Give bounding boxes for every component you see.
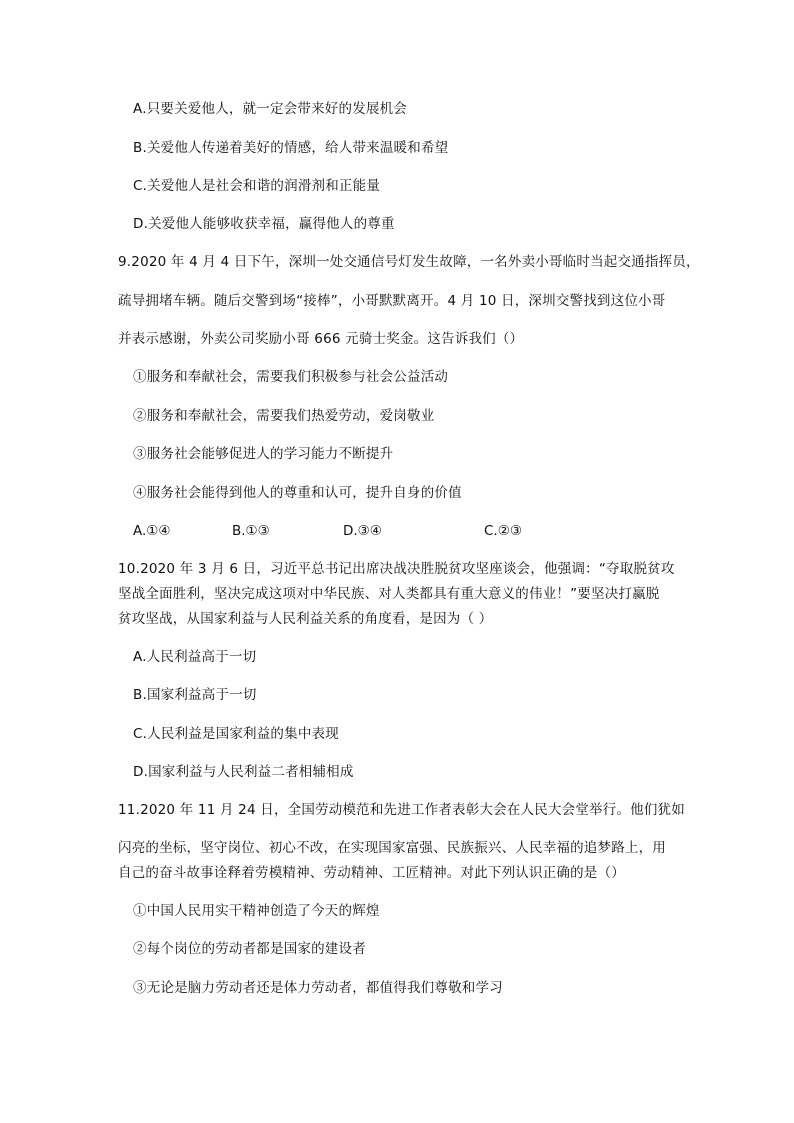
q9-choice-a: A.①④	[133, 523, 171, 539]
q10-stem-line-1: 10.2020 年 3 月 6 日，习近平总书记出席决战决胜脱贫攻坚座谈会，他强调：“夺取脱贫攻	[118, 561, 675, 577]
q9-statement-2: ②服务和奉献社会，需要我们热爱劳动，爱岗敬业	[133, 408, 435, 424]
q11-statement-3: ③无论是脑力劳动者还是体力劳动者，都值得我们尊敬和学习	[133, 980, 503, 996]
q10-stem-line-2: 坚战全面胜利，坚决完成这项对中华民族、对人类都具有重大意义的伟业！”要坚决打赢脱	[118, 586, 660, 602]
q9-choice-b: B.①③	[232, 523, 270, 539]
q10-option-c: C.人民利益是国家利益的集中表现	[133, 726, 339, 742]
q9-choice-d: D.③④	[343, 523, 382, 539]
q9-stem-line-2: 疏导拥堵车辆。随后交警到场“接棒”，小哥默默离开。4 月 10 日，深圳交警找到这位小哥	[118, 293, 666, 309]
q9-stem-line-3: 并表示感谢，外卖公司奖励小哥 666 元骑士奖金。这告诉我们（）	[118, 331, 524, 347]
q10-option-b: B.国家利益高于一切	[133, 687, 257, 703]
q10-stem-line-3: 贫攻坚战，从国家利益与人民利益关系的角度看，是因为（ ）	[118, 611, 493, 627]
q11-statement-1: ①中国人民用实干精神创造了今天的辉煌	[133, 903, 380, 919]
q9-statement-1: ①服务和奉献社会，需要我们积极参与社会公益活动	[133, 369, 449, 385]
q11-stem-line-1: 11.2020 年 11 月 24 日，全国劳动模范和先进工作者表彰大会在人民大会堂举行。他们犹如	[118, 802, 685, 818]
q11-statement-2: ②每个岗位的劳动者都是国家的建设者	[133, 941, 366, 957]
q11-stem-line-2: 闪亮的坐标，坚守岗位、初心不改，在实现国家富强、民族振兴、人民幸福的追梦路上，用	[118, 840, 666, 856]
q10-option-d: D.国家利益与人民利益二者相辅相成	[133, 764, 354, 780]
q11-stem-line-3: 自己的奋斗故事诠释着劳模精神、劳动精神、工匠精神。对此下列认识正确的是（）	[118, 865, 625, 881]
q8-option-b: B.关爱他人传递着美好的情感，给人带来温暖和希望	[133, 140, 449, 156]
q9-statement-4: ④服务社会能得到他人的尊重和认可，提升自身的价值	[133, 485, 462, 501]
q9-statement-3: ③服务社会能够促进人的学习能力不断提升	[133, 446, 394, 462]
q9-stem-line-1: 9.2020 年 4 月 4 日下午，深圳一处交通信号灯发生故障，一名外卖小哥临时当起交通指挥员，	[118, 254, 700, 270]
q8-option-a: A.只要关爱他人，就一定会带来好的发展机会	[133, 101, 407, 117]
q8-option-c: C.关爱他人是社会和谐的润滑剂和正能量	[133, 178, 381, 194]
q8-option-d: D.关爱他人能够收获幸福，赢得他人的尊重	[133, 216, 395, 232]
q9-choice-c: C.②③	[484, 523, 522, 539]
q10-option-a: A.人民利益高于一切	[133, 649, 257, 665]
